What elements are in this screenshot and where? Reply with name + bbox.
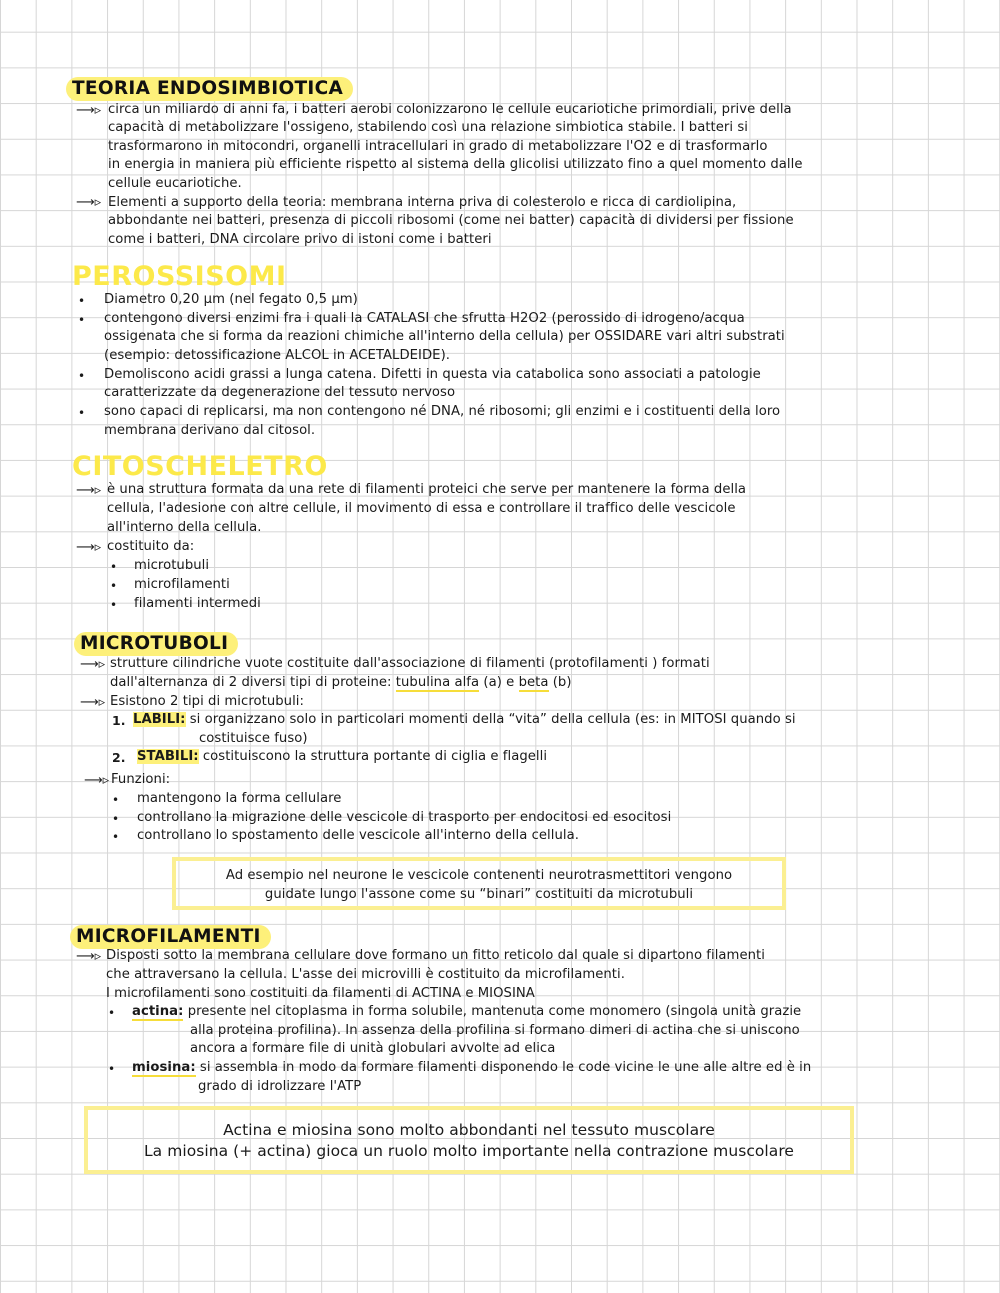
stabili-label: STABILI: bbox=[137, 749, 199, 764]
citoscheletro-item: microtubuli bbox=[134, 558, 210, 573]
perossisomi-b2-line: contengono diversi enzimi fra i quali la CATALASI che sfrutta H2O2 (perossido di idrogeno/acqua bbox=[104, 311, 745, 326]
heading-citoscheletro: CITOSCHELETRO bbox=[72, 451, 328, 482]
bullet-icon: • bbox=[110, 560, 118, 574]
text-span: (b) bbox=[548, 675, 572, 690]
bullet-icon: • bbox=[110, 598, 118, 612]
box-line: guidate lungo l'assone come su “binari” costituiti da microtubuli bbox=[264, 886, 694, 902]
microtuboli-p2: Esistono 2 tipi di microtubuli: bbox=[110, 694, 305, 709]
muscle-note-box bbox=[84, 1106, 854, 1174]
bullet-icon: • bbox=[78, 294, 86, 308]
citoscheletro-item: filamenti intermedi bbox=[134, 596, 261, 611]
microtuboli-p3: Funzioni: bbox=[111, 772, 171, 787]
perossisomi-b3-line: caratterizzate da degenerazione del tessuto nervoso bbox=[104, 385, 456, 400]
funzioni-item: controllano la migrazione delle vescicole di trasporto per endocitosi ed esocitosi bbox=[137, 810, 672, 825]
labili-label: LABILI: bbox=[133, 712, 186, 727]
perossisomi-b1-line: Diametro 0,20 μm (nel fegato 0,5 μm) bbox=[104, 292, 358, 307]
arrow-icon: ⟶▹ bbox=[76, 540, 102, 555]
actina-line: alla proteina profilina). In assenza della profilina si formano dimeri di actina che si uniscono bbox=[190, 1023, 800, 1038]
actina-line bbox=[132, 1003, 801, 1022]
labili-line bbox=[133, 711, 796, 730]
heading-teoria-endosimbiotica: TEORIA ENDOSIMBIOTICA bbox=[66, 77, 353, 101]
funzioni-item: controllano lo spostamento delle vescicole all'interno della cellula. bbox=[137, 828, 579, 843]
text-span: dall'alternanza di 2 diversi tipi di proteine: bbox=[110, 675, 396, 690]
text-span: si organizzano solo in particolari momenti della “vita” della cellula (es: in MITOSI quando si bbox=[185, 712, 796, 727]
arrow-icon: ⟶▹ bbox=[76, 103, 102, 118]
bullet-icon: • bbox=[78, 369, 86, 383]
arrow-icon: ⟶▹ bbox=[76, 195, 102, 210]
neurone-note-box bbox=[172, 857, 786, 910]
microfilamenti-p1-line: I microfilamenti sono costituiti da filamenti di ACTINA e MIOSINA bbox=[106, 986, 535, 1001]
teoria-p2-line: Elementi a supporto della teoria: membrana interna priva di colesterolo e ricca di cardiolipina, bbox=[108, 195, 737, 210]
bullet-icon: • bbox=[108, 1006, 116, 1020]
stabili-line bbox=[137, 748, 547, 767]
heading-perossisomi: PEROSSISOMI bbox=[72, 261, 287, 292]
teoria-p1-line: in energia in maniera più efficiente rispetto al sistema della glicolisi utilizzato fino a quel momento dalle bbox=[108, 157, 803, 172]
teoria-p2-line: abbondante nei batteri, presenza di piccoli ribosomi (come nei batter) capacità di dividersi per fissione bbox=[108, 213, 794, 228]
actina-line: ancora a formare file di unità globulari avvolte ad elica bbox=[190, 1041, 556, 1056]
microtuboli-p1-line bbox=[110, 674, 572, 693]
perossisomi-b4-line: membrana derivano dal citosol. bbox=[104, 423, 316, 438]
actina-label: actina: bbox=[132, 1004, 184, 1019]
miosina-line bbox=[132, 1059, 811, 1078]
arrow-icon: ⟶▹ bbox=[76, 949, 102, 964]
heading-microfilamenti: MICROFILAMENTI bbox=[70, 925, 271, 949]
labili-line: costituisce fuso) bbox=[199, 731, 308, 746]
arrow-icon: ⟶▹ bbox=[76, 483, 102, 498]
teoria-p1-line: cellule eucariotiche. bbox=[108, 176, 242, 191]
box-line: Actina e miosina sono molto abbondanti nel tessuto muscolare bbox=[223, 1121, 715, 1139]
tubulina-alfa-term: tubulina alfa bbox=[395, 675, 480, 690]
funzioni-item: mantengono la forma cellulare bbox=[137, 791, 342, 806]
citoscheletro-item: microfilamenti bbox=[134, 577, 230, 592]
perossisomi-b2-line: (esempio: detossificazione ALCOL in ACETALDEIDE). bbox=[104, 348, 450, 363]
teoria-p1-line: capacità di metabolizzare l'ossigeno, stabilendo così una relazione simbiotica stabile. I batteri si bbox=[108, 120, 748, 135]
bullet-icon: • bbox=[112, 830, 120, 844]
text-span: (a) e bbox=[479, 675, 519, 690]
citoscheletro-p1-line: è una struttura formata da una rete di filamenti proteici che serve per mantenere la forma della bbox=[107, 482, 747, 497]
text-span: si assembla in modo da formare filamenti disponendo le code vicine le une alle altre ed è in bbox=[195, 1060, 812, 1075]
arrow-icon: ⟶▹ bbox=[84, 773, 110, 788]
heading-microtuboli: MICROTUBOLI bbox=[74, 632, 238, 656]
arrow-icon: ⟶▹ bbox=[80, 657, 106, 672]
text-span: costituiscono la struttura portante di ciglia e flagelli bbox=[198, 749, 548, 764]
microfilamenti-p1-line: che attraversano la cellula. L'asse dei microvilli è costituito da microfilamenti. bbox=[106, 967, 625, 982]
microfilamenti-p1-line: Disposti sotto la membrana cellulare dove formano un fitto reticolo dal quale si dipartono filamenti bbox=[106, 948, 765, 963]
miosina-label: miosina: bbox=[132, 1060, 196, 1075]
text-span: presente nel citoplasma in forma solubile, mantenuta come monomero (singola unità grazie bbox=[183, 1004, 802, 1019]
bullet-icon: • bbox=[78, 406, 86, 420]
arrow-icon: ⟶▹ bbox=[80, 695, 106, 710]
perossisomi-b2-line: ossigenata che si forma da reazioni chimiche all'interno della cellula) per OSSIDARE vari altri substrati bbox=[104, 329, 785, 344]
miosina-line: grado di idrolizzare l'ATP bbox=[198, 1079, 362, 1094]
citoscheletro-p1-line: cellula, l'adesione con altre cellule, il movimento di essa e controllare il traffico delle vescicole bbox=[107, 501, 736, 516]
perossisomi-b3-line: Demoliscono acidi grassi a lunga catena. Difetti in questa via catabolica sono associati a patologie bbox=[104, 367, 761, 382]
bullet-icon: • bbox=[108, 1062, 116, 1076]
bullet-icon: • bbox=[78, 313, 86, 327]
teoria-p1-line: circa un miliardo di anni fa, i batteri aerobi colonizzarono le cellule eucariotiche primordiali, prive della bbox=[108, 102, 792, 117]
bullet-icon: • bbox=[110, 579, 118, 593]
citoscheletro-p2: costituito da: bbox=[107, 539, 195, 554]
box-line: La miosina (+ actina) gioca un ruolo molto importante nella contrazione muscolare bbox=[143, 1142, 795, 1160]
beta-term: beta bbox=[518, 675, 549, 690]
citoscheletro-p1-line: all'interno della cellula. bbox=[107, 520, 262, 535]
bullet-icon: • bbox=[112, 793, 120, 807]
teoria-p1-line: trasformarono in mitocondri, organelli intracellulari in grado di metabolizzare l'O2 e di trasformarlo bbox=[108, 139, 768, 154]
box-line: Ad esempio nel neurone le vescicole contenenti neurotrasmettitori vengono bbox=[225, 868, 733, 883]
perossisomi-b4-line: sono capaci di replicarsi, ma non contengono né DNA, né ribosomi; gli enzimi e i costituenti della loro bbox=[104, 404, 781, 419]
teoria-p2-line: come i batteri, DNA circolare privo di istoni come i batteri bbox=[108, 232, 492, 247]
list-number: 2. bbox=[112, 750, 126, 765]
list-number: 1. bbox=[112, 713, 126, 728]
bullet-icon: • bbox=[112, 812, 120, 826]
microtuboli-p1-line: strutture cilindriche vuote costituite dall'associazione di filamenti (protofilamenti ) formati bbox=[110, 656, 710, 671]
